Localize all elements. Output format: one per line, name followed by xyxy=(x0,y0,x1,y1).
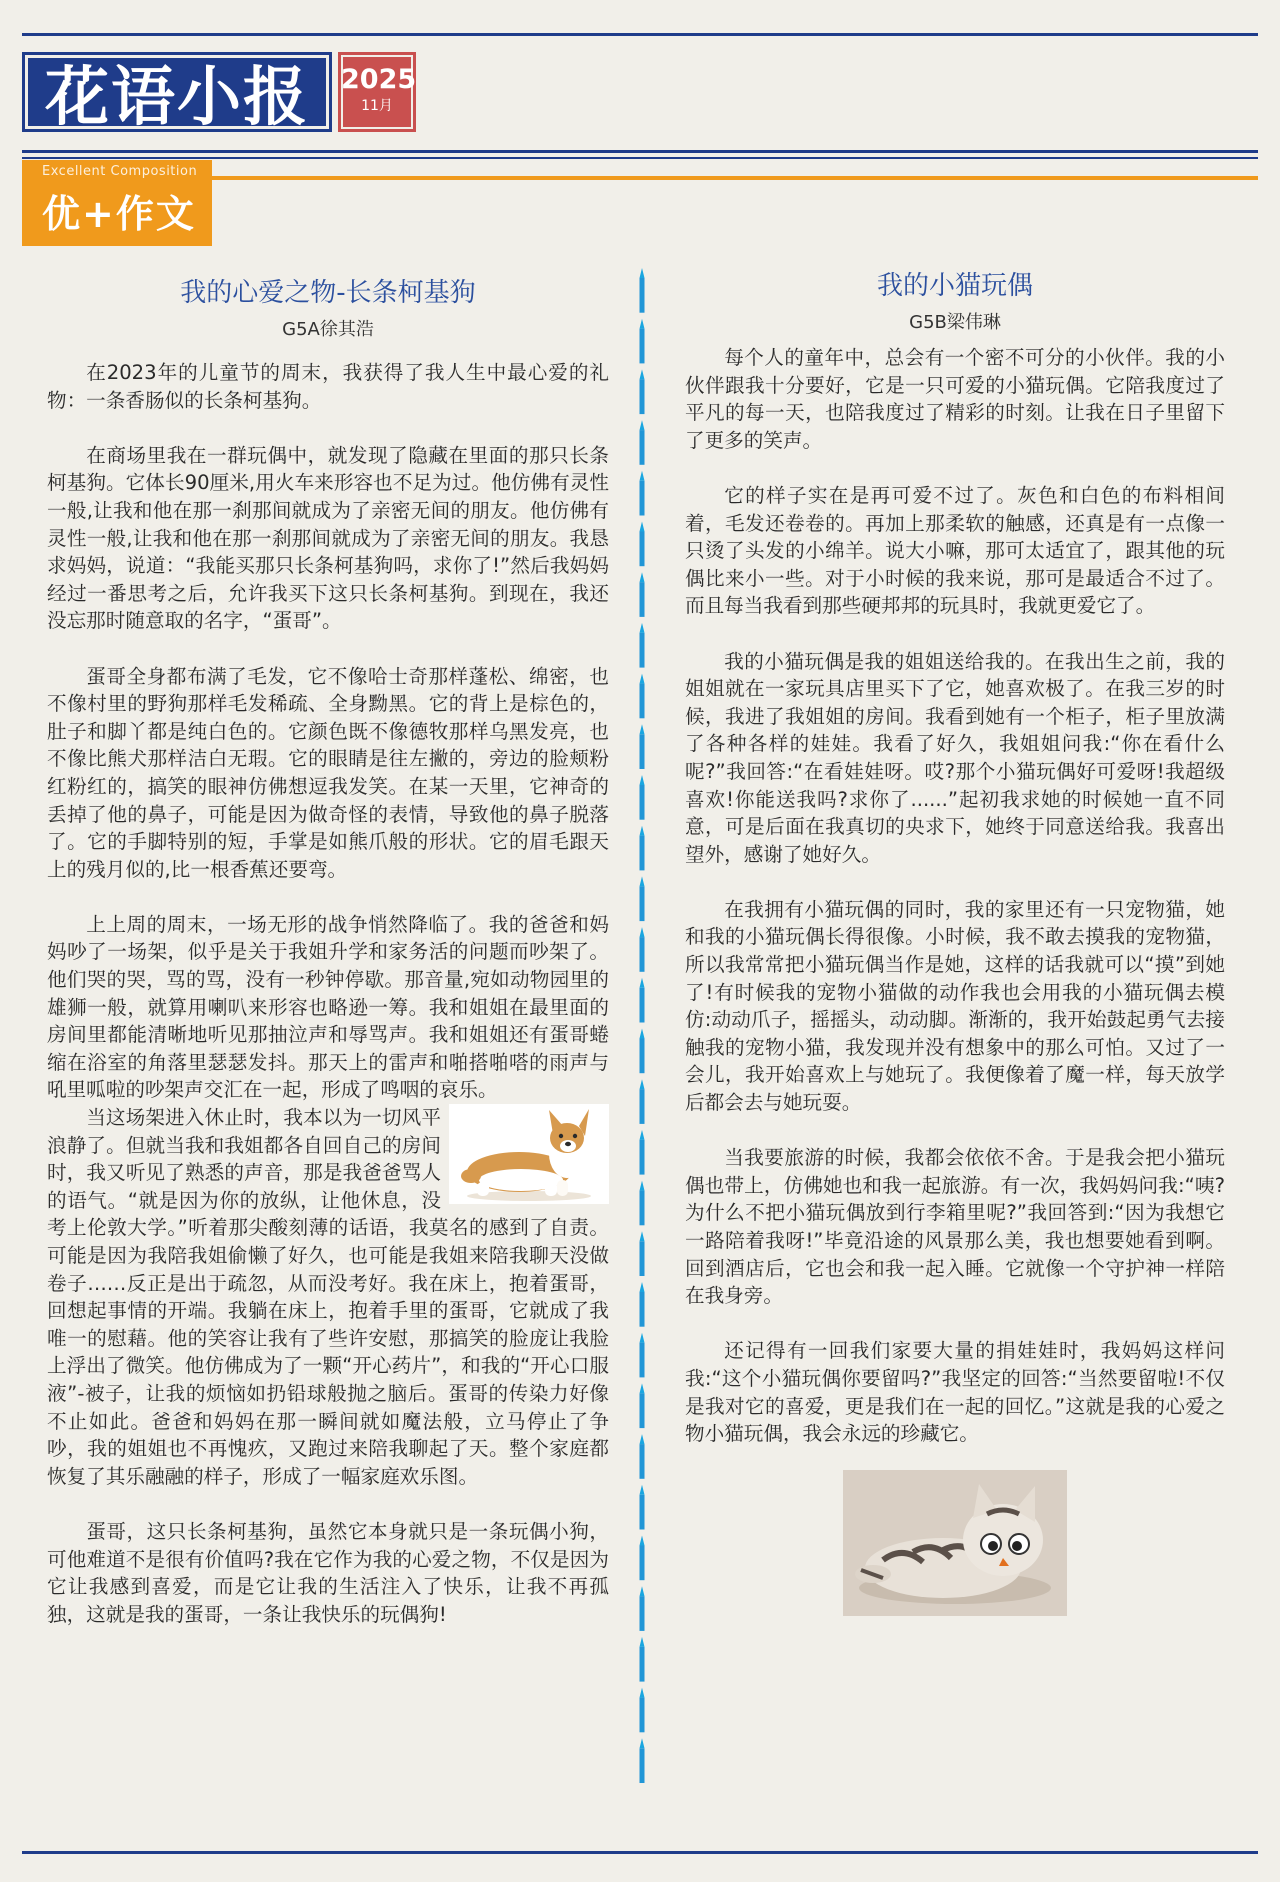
divider-segment xyxy=(640,876,645,886)
article-left xyxy=(47,272,609,1628)
divider-segment xyxy=(640,582,645,617)
divider-segment xyxy=(640,319,645,329)
divider-segment xyxy=(640,430,645,465)
divider-segment xyxy=(640,1039,645,1074)
divider-segment xyxy=(640,379,645,414)
divider-segment xyxy=(640,927,645,937)
divider-segment xyxy=(640,886,645,921)
article-left-author: G5A徐其浩 xyxy=(282,319,374,340)
divider-segment xyxy=(640,1738,645,1748)
article-right-paragraph: 每个人的童年中，总会有一个密不可分的小伙伴。我的小伙伴跟我十分要好，它是一只可爱的小猫玩偶。它陪我度过了平凡的每一天，也陪我度过了精彩的时刻。让我在日子里留下了更多的笑声。 xyxy=(685,346,1225,452)
divider-segment xyxy=(640,1495,645,1530)
divider-segment xyxy=(640,1191,645,1226)
divider-segment xyxy=(640,674,645,684)
divider-segment xyxy=(640,1343,645,1378)
divider-segment xyxy=(640,572,645,582)
section-tag xyxy=(22,160,212,246)
section-orange-line xyxy=(212,176,1258,180)
article-left-paragraph: 当这场架进入休止时，我本以为一切风平浪静了。但就当我和我姐都各自回自己的房间时，我又听见了熟悉的声音，那是我爸爸骂人的语气。“就是因为你的放纵，让他休息，没考上伦敦大学。”听着那尖酸刻薄的话语，我莫名的感到了自责。可能是因为我陪我姐偷懒了好久，也可能是我姐来陪我聊天没做卷子……反正是出于疏忽，从而没考好。我在床上，抱着蛋哥，回想起事情的开端。我躺在床上，抱着手里的蛋哥，它就成了我唯一的慰藉。他的笑容让我有了些许安慰，那搞笑的脸庞让我脸上浮出了微笑。他仿佛成为了一颗“开心药片”，和我的“开心口服液”-被子，让我的烦恼如扔铅球般抛之脑后。蛋哥的传染力好像不止如此。爸爸和妈妈在那一瞬间就如魔法般，立马停止了争吵，我的姐姐也不再愧疚，又跑过来陪我聊起了天。整个家庭都恢复了其乐融融的样子，形成了一幅家庭欢乐图。 xyxy=(47,1106,609,1488)
divider-segment xyxy=(640,1485,645,1495)
divider-segment xyxy=(640,978,645,988)
divider-segment xyxy=(640,369,645,379)
divider-segment xyxy=(640,278,645,313)
divider-segment xyxy=(640,1029,645,1039)
article-left-paragraph: 上上周的周末，一场无形的战争悄然降临了。我的爸爸和妈妈吵了一场架，似乎是关于我姐升学和家务活的问题而吵架了。他们哭的哭，骂的骂，没有一秒钟停歇。那音量,宛如动物园里的雄狮一般，就算用喇叭来形容也略逊一筹。我和姐姐在最里面的房间里都能清晰地听见那抽泣声和辱骂声。我和姐姐还有蛋哥蜷缩在浴室的角落里瑟瑟发抖。那天上的雷声和啪搭啪嗒的雨声与吼里呱啦的吵架声交汇在一起，形成了鸣咽的哀乐。 xyxy=(47,912,609,1102)
issue-date xyxy=(338,52,416,132)
divider-segment xyxy=(640,1333,645,1343)
corgi-image xyxy=(449,1104,609,1204)
divider-segment xyxy=(640,1130,645,1140)
divider-segment xyxy=(640,785,645,820)
divider-segment xyxy=(640,420,645,430)
article-right xyxy=(685,265,1225,1616)
section-tag-cn: 优+作文 xyxy=(42,192,196,236)
divider-segment xyxy=(640,1241,645,1276)
divider-segment xyxy=(640,633,645,668)
bottom-rule xyxy=(22,1851,1258,1854)
divider-segment xyxy=(640,623,645,633)
section-tag-en: Excellent Composition xyxy=(42,164,198,179)
divider-segment xyxy=(640,1536,645,1546)
divider-segment xyxy=(640,1688,645,1698)
divider-segment xyxy=(640,471,645,481)
divider-segment xyxy=(640,1444,645,1479)
article-left-title: 我的心爱之物-长条柯基狗 xyxy=(180,278,476,308)
divider-segment xyxy=(640,481,645,516)
divider-segment xyxy=(640,1637,645,1647)
masthead-title: 花语小报 xyxy=(22,52,332,132)
divider-segment xyxy=(640,1089,645,1124)
divider-segment xyxy=(640,836,645,871)
divider-segment xyxy=(640,1748,645,1783)
article-left-paragraph: 蛋哥，这只长条柯基狗，虽然它本身就只是一条玩偶小狗，可他难道不是很有价值吗?我在它作为我的心爱之物，不仅是因为它让我感到喜爱，而是它让我的生活注入了快乐，让我不再孤独，这就是我的蛋哥，一条让我快乐的玩偶狗! xyxy=(47,1519,609,1626)
column-divider xyxy=(639,268,645,1790)
divider-segment xyxy=(640,988,645,1023)
divider-segment xyxy=(640,1586,645,1596)
divider-segment xyxy=(640,1231,645,1241)
issue-month: 11月 xyxy=(361,98,393,114)
divider-segment xyxy=(640,1140,645,1175)
divider-segment xyxy=(640,1292,645,1327)
article-left-paragraph: 蛋哥全身都布满了毛发，它不像哈士奇那样蓬松、绵密，也不像村里的野狗那样毛发稀疏、全身黝黑。它的背上是棕色的，肚子和脚丫都是纯白色的。它颜色既不像德牧那样乌黑发亮，也不像比熊犬那样洁白无瑕。它的眼睛是往左撇的，旁边的脸颊粉红粉红的，搞笑的眼神仿佛想逗我发笑。在某一天里，它神奇的丢掉了他的鼻子，可能是因为做奇怪的表情，导致他的鼻子脱落了。它的手脚特别的短，手掌是如熊爪般的形状。它的眉毛跟天上的残月似的,比一根香蕉还要弯。 xyxy=(47,664,609,881)
article-right-paragraph: 在我拥有小猫玩偶的同时，我的家里还有一只宠物猫，她和我的小猫玩偶长得很像。小时候，我不敢去摸我的宠物猫，所以我常常把小猫玩偶当作是她，这样的话我就可以“摸”到她了!有时候我的宠物小猫做的动作我也会用我的小猫玩偶去模仿:动动爪子，摇摇头，动动脚。渐渐的，我开始鼓起勇气去接触我的宠物小猫，我发现并没有想象中的那么可怕。又过了一会儿，我开始喜欢上与她玩了。我便像着了魔一样，每天放学后都会去与她玩耍。 xyxy=(685,897,1225,1115)
divider-segment xyxy=(640,1546,645,1581)
article-left-paragraph: 在2023年的儿童节的周末，我获得了我人生中最心爱的礼物：一条香肠似的长条柯基狗。 xyxy=(47,361,609,412)
divider-segment xyxy=(640,532,645,567)
article-left-paragraph: 在商场里我在一群玩偶中，就发现了隐藏在里面的那只长条柯基狗。它体长90厘米,用火车来形容也不足为过。他仿佛有灵性一般,让我和他在那一刹那间就成为了亲密无间的朋友。他仿佛有灵性一般,让我和他在那一刹那间就成为了亲密无间的朋友。我恳求妈妈，说道：“我能买那只长条柯基狗吗，求你了!”然后我妈妈经过一番思考之后，允许我买下这只长条柯基狗。到现在，我还没忘那时随意取的名字，“蛋哥”。 xyxy=(47,443,609,633)
divider-segment xyxy=(640,1181,645,1191)
issue-year: 2025 xyxy=(341,64,417,95)
divider-segment xyxy=(640,826,645,836)
divider-segment xyxy=(640,522,645,532)
divider-segment xyxy=(640,734,645,769)
divider-segment xyxy=(640,1647,645,1682)
article-right-paragraph: 我的小猫玩偶是我的姐姐送给我的。在我出生之前，我的姐姐就在一家玩具店里买下了它，她喜欢极了。在我三岁的时候，我进了我姐姐的房间。我看到她有一个柜子，柜子里放满了各种各样的娃娃。我看了好久，我姐姐问我:“你在看什么呢?”我回答:“在看娃娃呀。哎?那个小猫玩偶好可爱呀!我超级喜欢!你能送我吗?求你了......”起初我求她的时候她一直不同意，可是后面在我真切的央求下，她终于同意送给我。我喜出望外，感谢了她好久。 xyxy=(685,649,1225,866)
header-rule-1 xyxy=(22,150,1258,153)
header-rule-2 xyxy=(22,157,1258,159)
top-rule-thick xyxy=(22,33,1258,36)
divider-segment xyxy=(640,1282,645,1292)
divider-segment xyxy=(640,1434,645,1444)
divider-segment xyxy=(640,268,645,278)
article-right-paragraph: 它的样子实在是再可爱不过了。灰色和白色的布料相间着，毛发还卷卷的。再加上那柔软的触感，还真是有一点像一只烫了头发的小绵羊。说大小嘛，那可太适宜了，跟其他的玩偶比来小一些。对于小时候的我来说，那可是最适合不过了。而且每当我看到那些硬邦邦的玩具时，我就更爱它了。 xyxy=(685,483,1225,618)
divider-segment xyxy=(640,1596,645,1631)
divider-segment xyxy=(640,1079,645,1089)
divider-segment xyxy=(640,329,645,364)
article-right-author: G5B梁伟琳 xyxy=(909,312,1001,333)
divider-segment xyxy=(640,1698,645,1733)
divider-segment xyxy=(640,684,645,719)
divider-segment xyxy=(640,1393,645,1428)
article-right-paragraph: 当我要旅游的时候，我都会依依不舍。于是我会把小猫玩偶也带上，仿佛她也和我一起旅游。有一次，我妈妈问我:“咦?为什么不把小猫玩偶放到行李箱里呢?”我回答到:“因为我想它一路陪着我呀!”毕竟沿途的风景那么美，我也想要她看到啊。回到酒店后，它也会和我一起入睡。它就像一个守护神一样陪在我身旁。 xyxy=(685,1146,1225,1308)
divider-segment xyxy=(640,724,645,734)
article-right-paragraph: 还记得有一回我们家要大量的捐娃娃时，我妈妈这样问我:“这个小猫玩偶你要留吗?”我坚定的回答:“当然要留啦!不仅是我对它的喜爱，更是我们在一起的回忆。”这就是我的心爱之物小猫玩偶，我会永远的珍藏它。 xyxy=(685,1339,1225,1446)
divider-segment xyxy=(640,937,645,972)
article-right-title: 我的小猫玩偶 xyxy=(876,271,1033,301)
divider-segment xyxy=(640,775,645,785)
cat-plush-image xyxy=(843,1470,1067,1616)
divider-segment xyxy=(640,1383,645,1393)
